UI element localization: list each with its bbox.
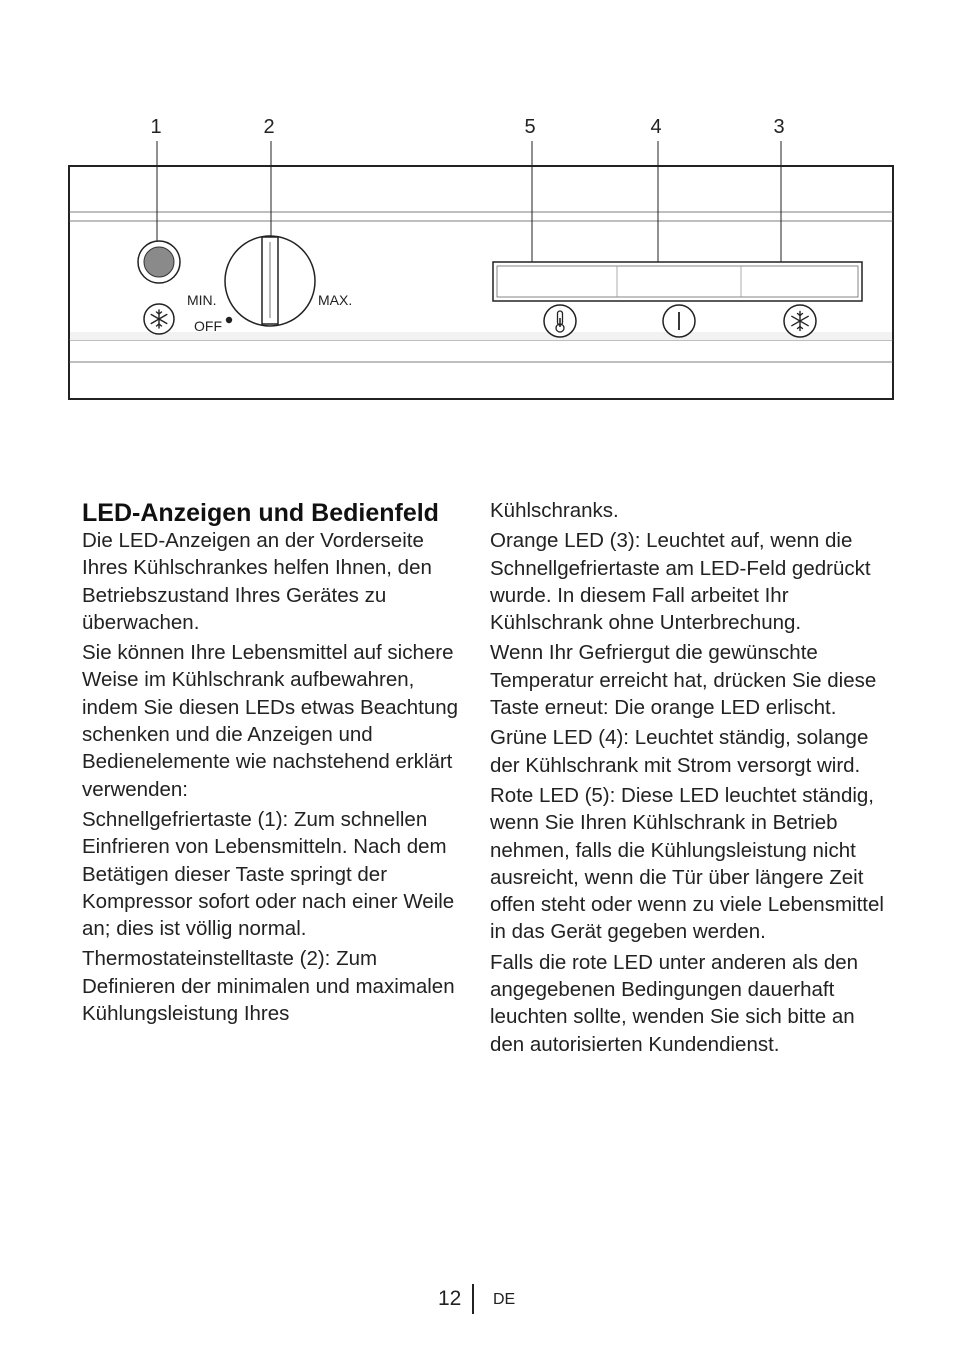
off-indicator-dot: [226, 317, 232, 323]
thermostat-dial[interactable]: [225, 236, 315, 326]
power-icon: [663, 305, 695, 337]
left-column: [82, 496, 472, 1030]
callout-3: 3: [773, 116, 785, 138]
dial-min-label: MIN.: [187, 292, 217, 308]
callout-5: 5: [524, 116, 536, 138]
snowflake-icon: [784, 305, 816, 337]
paragraph: Orange LED (3): Leuchtet auf, wenn die Schnellgefriertaste am LED-Feld gedrückt wurde. In diesem Fall arbeitet Ihr Kühlschrank ohne Unterbrechung.: [490, 529, 871, 635]
callout-4: 4: [650, 116, 662, 138]
paragraph: Die LED-Anzeigen an der Vorderseite Ihres Kühlschrankes helfen Ihnen, den Betriebszustand Ihres Gerätes zu überwachen.: [82, 529, 432, 634]
dial-max-label: MAX.: [318, 292, 353, 308]
quick-freeze-button[interactable]: [138, 241, 180, 283]
snowflake-icon: [144, 304, 174, 334]
paragraph: Falls die rote LED unter anderen als den angegebenen Bedingungen dauerhaft leuchten sollte, wenden Sie sich bitte an den autorisierten Kundendienst.: [490, 950, 859, 1056]
paragraph: Kühlschranks.: [490, 499, 619, 522]
section-heading: LED-Anzeigen und Bedienfeld: [82, 499, 439, 527]
footer-divider: [472, 1284, 474, 1314]
callout-2: 2: [263, 116, 275, 138]
page-footer: [0, 1284, 954, 1314]
page-number: 12: [438, 1287, 462, 1310]
led-display: [493, 262, 862, 301]
control-panel-diagram: [0, 0, 954, 420]
paragraph: Grüne LED (4): Leuchtet ständig, solange der Kühlschrank mit Strom versorgt wird.: [490, 726, 869, 777]
language-code: DE: [493, 1291, 516, 1308]
thermometer-icon: [544, 305, 576, 337]
paragraph: Schnellgefriertaste (1): Zum schnellen Einfrieren von Lebensmitteln. Nach dem Betätigen dieser Taste springt der Kompressor sofort oder nach einer Weile an; dies ist völlig normal.: [82, 807, 455, 941]
paragraph: Rote LED (5): Diese LED leuchtet ständig, wenn Sie Ihren Kühlschrank in Betrieb nehmen, falls die Kühlungsleistung nicht ausreicht, wenn die Tür über längere Zeit offen steht oder wenn zu viele Lebensmittel in das Gerät gegeben werden.: [490, 783, 884, 944]
callout-1: 1: [150, 116, 162, 138]
paragraph: Thermostateinstelltaste (2): Zum Definieren der minimalen und maximalen Kühlungsleistung Ihres: [82, 947, 455, 1026]
right-column: [490, 497, 885, 1061]
paragraph: Sie können Ihre Lebensmittel auf sichere Weise im Kühlschrank aufbewahren, indem Sie diesen LEDs etwas Beachtung schenken und die Anzeigen und Bedienelemente wie nachstehend erklärt verwenden:: [82, 641, 459, 801]
paragraph: Wenn Ihr Gefriergut die gewünschte Temperatur erreicht hat, drücken Sie diese Taste erneut: Die orange LED erlischt.: [490, 641, 877, 720]
dial-off-label: OFF: [194, 318, 222, 334]
